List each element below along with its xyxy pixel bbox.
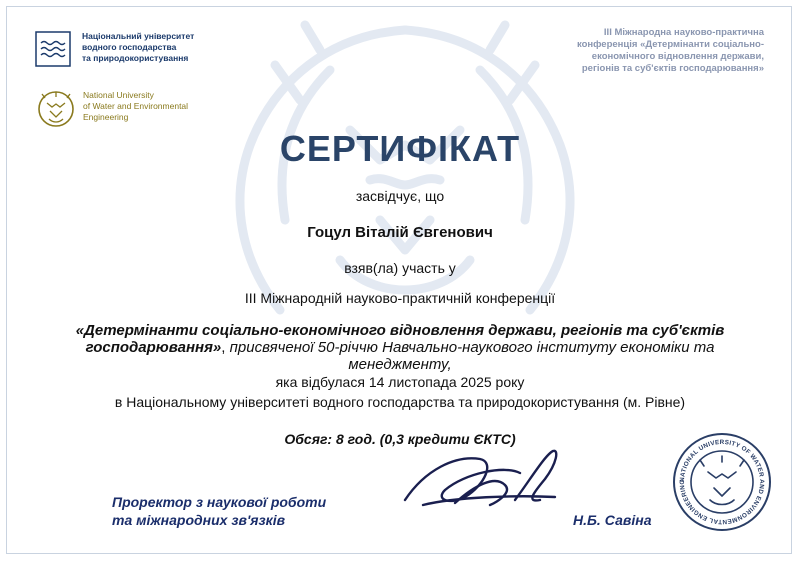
recipient-name: Гоцул Віталій Євгенович	[307, 224, 493, 241]
svg-text:NATIONAL UNIVERSITY OF WATER A	[679, 439, 765, 525]
university-en-line-2: of Water and Environmental	[83, 101, 189, 111]
conference-header-line-4: регіонів та суб'єктів господарювання»	[581, 63, 764, 74]
handwritten-signature	[395, 445, 565, 515]
signer-name: Н.Б. Савіна	[573, 512, 652, 528]
confirms-text: засвідчує, що	[355, 188, 445, 204]
signer-position-line-1: Проректор з наукової роботи	[112, 494, 327, 510]
place-line: в Національному університеті водного господарства та природокористування (м. Рівне)	[114, 394, 686, 410]
university-ua-line-3: та природокористування	[82, 53, 189, 63]
waves-logo-icon	[35, 31, 71, 67]
seal-text: NATIONAL UNIVERSITY OF WATER AND ENVIRONMENTAL ENGINEERING	[678, 438, 766, 526]
university-ua-line-1: Національний університет	[82, 31, 195, 41]
lion-logo-icon	[36, 89, 76, 129]
dedication-text: присвяченої 50-річчю Навчально-наукового інституту економіки та менеджменту,	[229, 339, 715, 373]
university-en-line-3: Engineering	[83, 112, 129, 122]
conference-header	[524, 27, 764, 75]
conference-header-line-1: ІІІ Міжнародна науково-практична	[603, 27, 764, 38]
university-name-en	[83, 90, 188, 123]
conference-theme: «Детермінанти соціально-економічного відновлення держави, регіонів та суб'єктів господарювання», присвяченої 50-річчю Навчально-наукового інституту економіки та менеджменту,	[75, 322, 725, 373]
signer-position-line-2: та міжнародних зв'язків	[112, 512, 286, 528]
date-line: яка відбулася 14 листопада 2025 року	[275, 374, 525, 390]
signer-position	[112, 493, 326, 529]
volume-text: Обсяг: 8 год. (0,3 кредити ЄКТС)	[284, 431, 516, 447]
conference-header-line-2: конференція «Детермінанти соціально-	[576, 39, 764, 50]
theme-title: «Детермінанти соціально-економічного відновлення держави, регіонів та суб'єктів господарювання»	[75, 322, 725, 356]
university-en-line-1: National University	[83, 90, 154, 100]
certificate-title: СЕРТИФІКАТ	[279, 128, 521, 169]
university-seal-icon	[672, 432, 772, 532]
university-ua-line-2: водного господарства	[82, 42, 177, 52]
conference-text: ІІІ Міжнародній науково-практичній конференції	[244, 290, 556, 306]
took-part-text: взяв(ла) участь у	[344, 260, 456, 276]
conference-header-line-3: економічного відновлення держави,	[591, 51, 764, 62]
university-name-ua	[82, 31, 194, 64]
